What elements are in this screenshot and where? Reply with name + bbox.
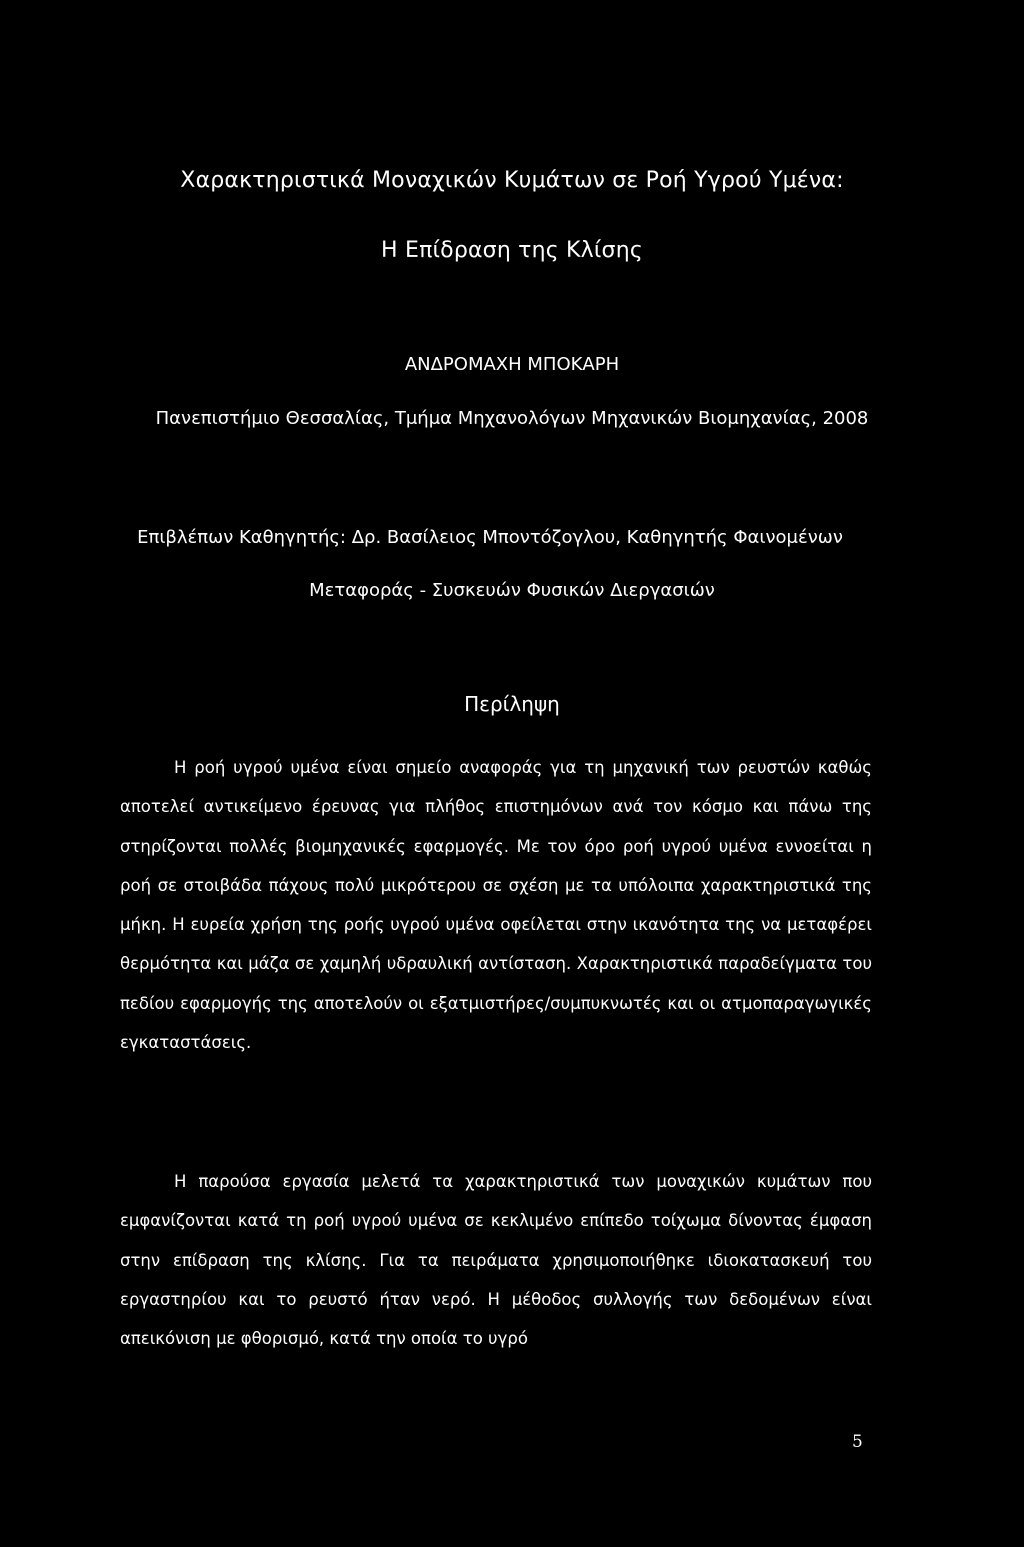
advisor-line-2: Μεταφοράς - Συσκευών Φυσικών Διεργασιών (309, 580, 715, 601)
affiliation: Πανεπιστήμιο Θεσσαλίας, Τμήμα Μηχανολόγων Μηχανικών Βιομηχανίας, 2008 (155, 408, 869, 429)
page-number: 5 (852, 1432, 863, 1452)
advisor-line-1: Επιβλέπων Καθηγητής: Δρ. Βασίλειος Μποντόζογλου, Καθηγητής Φαινομένων (137, 527, 843, 548)
title-line-2: Η Επίδραση της Κλίσης (381, 238, 643, 263)
abstract-heading: Περίληψη (464, 692, 560, 716)
author-name: ΑΝΔΡΟΜΑΧΗ ΜΠΟΚΑΡΗ (404, 354, 620, 375)
abstract-paragraph-2: Η παρούσα εργασία μελετά τα χαρακτηριστικά των μοναχικών κυμάτων που εμφανίζονται κατά τη ροή υγρού υμένα σε κεκλιμένο επίπεδο τοίχωμα δίνοντας έμφαση στην επίδραση της κλίσης. Για τα πειράματα χρησιμοποιήθηκε ιδιοκατασκευή του εργαστηρίου και το ρευστό ήταν νερό. Η μέθοδος συλλογής των δεδομένων είναι απεικόνιση με φθορισμό, κατά την οποία το υγρό (120, 1172, 872, 1349)
abstract-paragraph-1: Η ροή υγρού υμένα είναι σημείο αναφοράς για τη μηχανική των ρευστών καθώς αποτελεί αντικείμενο έρευνας για πλήθος επιστημόνων ανά τον κόσμο και πάνω της στηρίζονται πολλές βιομηχανικές εφαρμογές. Με τον όρο ροή υγρού υμένα εννοείται η ροή σε στοιβάδα πάχους πολύ μικρότερου σε σχέση με τα υπόλοιπα χαρακτηριστικά της μήκη. Η ευρεία χρήση της ροής υγρού υμένα οφείλεται στην ικανότητα της να μεταφέρει θερμότητα και μάζα σε χαμηλή υδραυλική αντίσταση. Χαρακτηριστικά παραδείγματα του πεδίου εφαρμογής της αποτελούν οι εξατμιστήρες/συμπυκνωτές και οι ατμοπαραγωγικές εγκαταστάσεις. (120, 758, 872, 1053)
title-line-1: Χαρακτηριστικά Μοναχικών Κυμάτων σε Ροή Υγρού Υμένα: (180, 168, 844, 193)
